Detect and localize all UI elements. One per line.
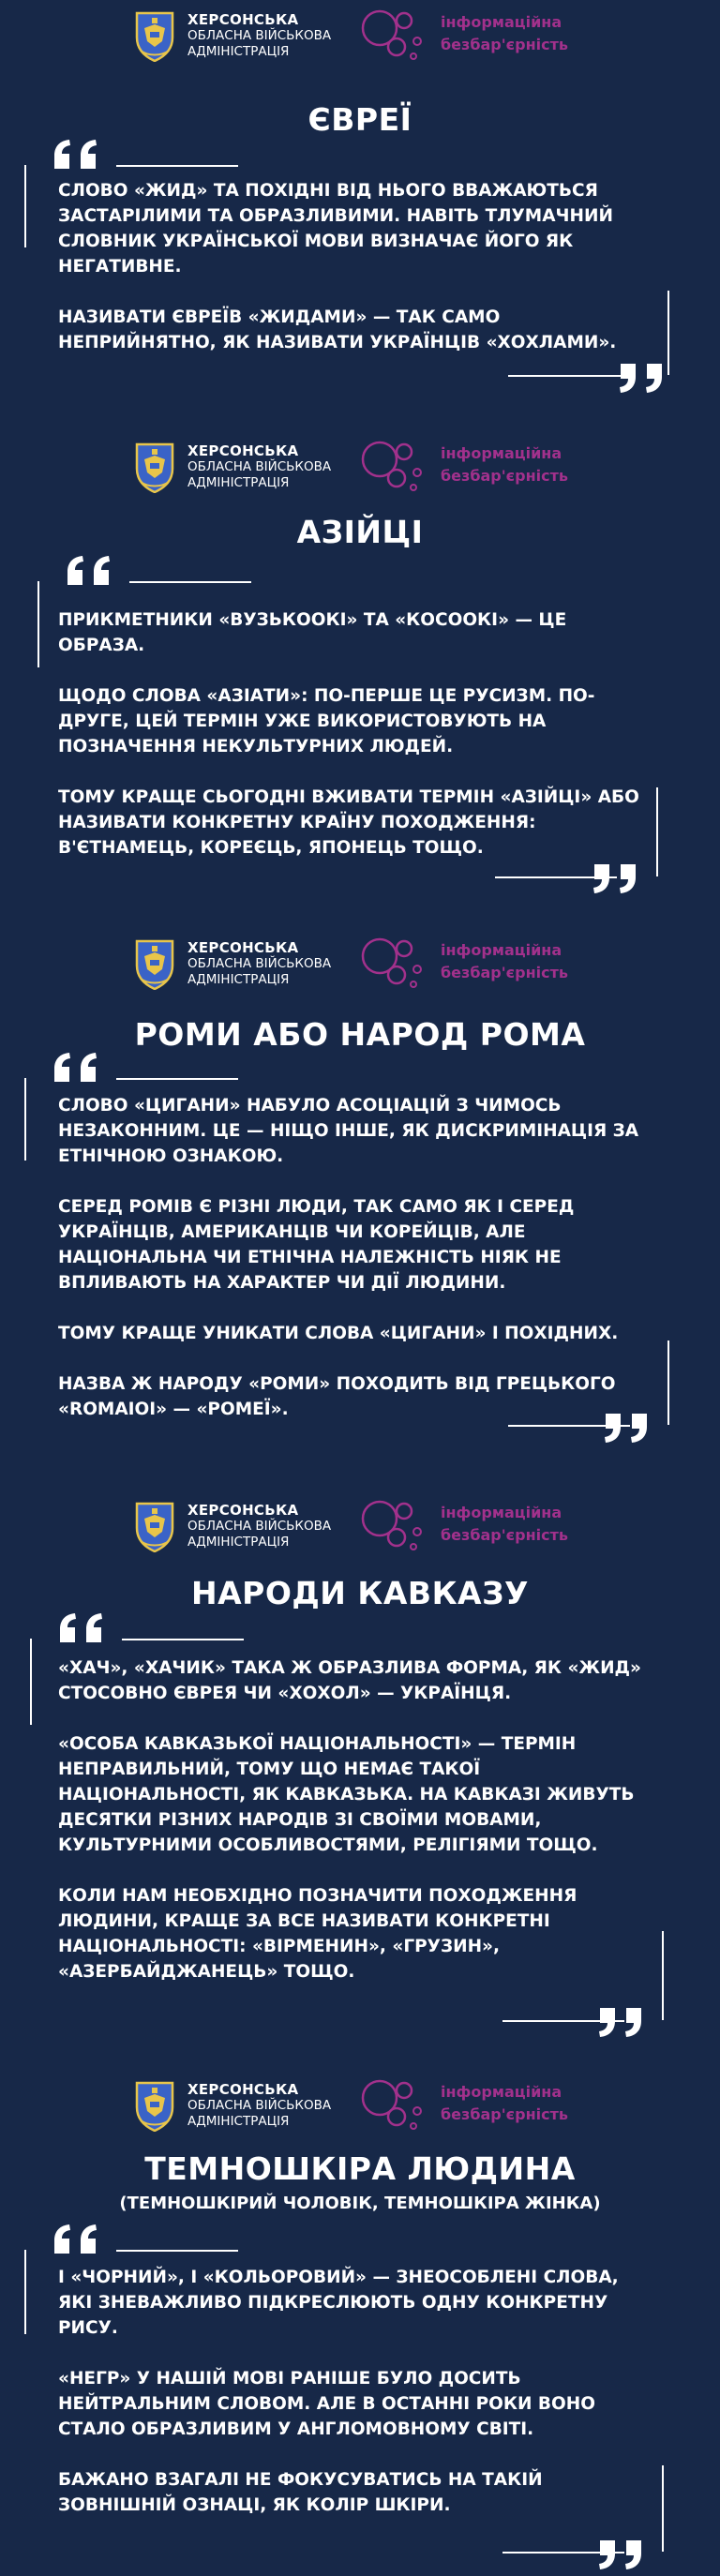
coat-of-arms-icon — [131, 9, 178, 62]
open-quote-icon — [52, 1610, 114, 1648]
coat-of-arms-icon — [131, 441, 178, 493]
org-line2: ОБЛАСНА ВІЙСЬКОВА — [188, 459, 332, 474]
campaign-line1: інформаційна — [441, 2083, 562, 2101]
paragraph: СЛОВО «ЦИГАНИ» НАБУЛО АСОЦІАЦІЙ З ЧИМОСЬ НЕЗАКОННИМ. ЦЕ — НІЩО ІНШЕ, ЯК ДИСКРИМІНАЦІЯ ЗА ЕТНІЧНОЮ ОЗНАКОЮ. — [58, 1096, 639, 1166]
campaign-line1: інформаційна — [441, 1504, 562, 1521]
card-title: ЄВРЕЇ — [308, 101, 412, 138]
org-line1: ХЕРСОНСЬКА — [188, 939, 299, 956]
org-line3: АДМІНІСТРАЦІЯ — [188, 1535, 290, 1550]
campaign-name — [441, 442, 628, 487]
open-quote-icon — [60, 553, 122, 591]
paragraph: ПРИКМЕТНИКИ «ВУЗЬКООКІ» ТА «КОСООКІ» — ЦЕ ОБРАЗА. — [58, 610, 567, 655]
campaign-line2: безбар'єрність — [441, 467, 568, 485]
bracket-top — [129, 581, 251, 583]
org-line1: ХЕРСОНСЬКА — [188, 2081, 299, 2098]
paragraph: КОЛИ НАМ НЕОБХІДНО ПОЗНАЧИТИ ПОХОДЖЕННЯ ЛЮДИНИ, КРАЩЕ ЗА ВСЕ НАЗИВАТИ КОНКРЕТНІ НАЦІОНАЛЬНОСТІ: «ВІРМЕНИН», «ГРУЗИН», «АЗЕРБАЙДЖАНЕЦЬ» ТОЩО. — [58, 1886, 578, 1982]
bracket-right — [656, 787, 658, 876]
bracket-top — [122, 1639, 244, 1640]
paragraph: ТОМУ КРАЩЕ СЬОГОДНІ ВЖИВАТИ ТЕРМІН «АЗІЙЦІ» АБО НАЗИВАТИ КОНКРЕТНУ КРАЇНУ ПОХОДЖЕННЯ: В'ЄТНАМЕЦЬ, КОРЕЄЦЬ, ЯПОНЕЦЬ ТОЩО. — [58, 787, 639, 858]
paragraph: «ХАЧ», «ХАЧИК» ТАКА Ж ОБРАЗЛИВА ФОРМА, ЯК «ЖИД» СТОСОВНО ЄВРЕЯ ЧИ «ХОХОЛ» — УКРАЇНЦЯ. — [58, 1658, 641, 1703]
bracket-left — [38, 581, 39, 667]
paragraph: СЛОВО «ЖИД» ТА ПОХІДНІ ВІД НЬОГО ВВАЖАЮТЬСЯ ЗАСТАРІЛИМИ ТА ОБРАЗЛИВИМИ. НАВІТЬ ТЛУМАЧНИЙ СЛОВНИК УКРАЇНСЬКОЇ МОВИ ВИЗНАЧАЄ ЙОГО ЯК НЕГАТИВНЕ. — [58, 181, 613, 277]
org-line3: АДМІНІСТРАЦІЯ — [188, 44, 290, 59]
card-title: РОМИ АБО НАРОД РОМА — [134, 1016, 586, 1053]
bubbles-logo-icon — [359, 4, 434, 62]
card-body — [58, 607, 658, 861]
card-body — [58, 2265, 658, 2518]
card-roma — [0, 919, 720, 1472]
card-body — [58, 1655, 666, 1984]
paragraph: І «ЧОРНИЙ», І «КОЛЬОРОВИЙ» — ЗНЕОСОБЛЕНІ СЛОВА, ЯКІ ЗНЕВАЖЛИВО ПІДКРЕСЛЮЮТЬ ОДНУ КОНКРЕТНУ РИСУ. — [58, 2268, 619, 2338]
card-asians — [0, 412, 720, 919]
bracket-top — [116, 165, 238, 167]
coat-of-arms-icon — [131, 1500, 178, 1552]
campaign-line2: безбар'єрність — [441, 2105, 568, 2123]
close-quote-icon — [581, 859, 643, 896]
campaign-name — [441, 1502, 628, 1547]
close-quote-icon — [592, 1408, 654, 1445]
bracket-right — [662, 2465, 664, 2552]
paragraph: «НЕГР» У НАШІЙ МОВІ РАНІШЕ БУЛО ДОСИТЬ НЕЙТРАЛЬНИМ СЛОВОМ. АЛЕ В ОСТАННІ РОКИ ВОНО СТАЛО ОБРАЗЛИВИМ У АНГЛОМОВНОМУ СВІТІ. — [58, 2369, 595, 2439]
paragraph: ЩОДО СЛОВА «АЗІАТИ»: ПО-ПЕРШЕ ЦЕ РУСИЗМ. ПО-ДРУГЕ, ЦЕЙ ТЕРМІН УЖЕ ВИКОРИСТОВУЮТЬ НА ПОЗНАЧЕННЯ НЕКУЛЬТУРНИХ ЛЮДЕЙ. — [58, 686, 595, 756]
org-line2: ОБЛАСНА ВІЙСЬКОВА — [188, 956, 332, 971]
campaign-line2: безбар'єрність — [441, 1526, 568, 1544]
paragraph: БАЖАНО ВЗАГАЛІ НЕ ФОКУСУВАТИСЬ НА ТАКІЙ ЗОВНІШНІЙ ОЗНАЦІ, ЯК КОЛІР ШКІРИ. — [58, 2470, 543, 2515]
org-line1: ХЕРСОНСЬКА — [188, 1502, 299, 1519]
header-logos — [0, 1490, 720, 1556]
org-line1: ХЕРСОНСЬКА — [188, 442, 299, 459]
org-line2: ОБЛАСНА ВІЙСЬКОВА — [188, 28, 332, 43]
card-title: ТЕМНОШКІРА ЛЮДИНА — [144, 2150, 576, 2187]
org-line3: АДМІНІСТРАЦІЯ — [188, 2114, 290, 2129]
card-body — [58, 1093, 668, 1422]
org-line3: АДМІНІСТРАЦІЯ — [188, 972, 290, 987]
header-logos — [0, 0, 720, 66]
bracket-left — [24, 1078, 26, 1161]
coat-of-arms-icon — [131, 2079, 178, 2132]
campaign-line2: безбар'єрність — [441, 964, 568, 981]
org-line1: ХЕРСОНСЬКА — [188, 11, 299, 28]
campaign-line1: інформаційна — [441, 444, 562, 462]
close-quote-icon — [587, 2002, 649, 2040]
paragraph: ТОМУ КРАЩЕ УНИКАТИ СЛОВА «ЦИГАНИ» І ПОХІДНИХ. — [58, 1324, 619, 1343]
open-quote-icon — [47, 137, 109, 174]
org-line2: ОБЛАСНА ВІЙСЬКОВА — [188, 1519, 332, 1534]
card-dark-skinned — [0, 2053, 720, 2576]
paragraph: «ОСОБА КАВКАЗЬКОЇ НАЦІОНАЛЬНОСТІ» — ТЕРМІН НЕПРАВИЛЬНИЙ, ТОМУ ЩО НЕМАЄ ТАКОЇ НАЦІОНАЛЬНОСТІ, ЯК КАВКАЗЬКА. НА КАВКАЗІ ЖИВУТЬ ДЕСЯТКИ РІЗНИХ НАРОДІВ ЗІ СВОЇМИ МОВАМИ, КУЛЬТУРНИМИ ОСОБЛИВОСТЯМИ, РЕЛІГІЯМИ ТОЩО. — [58, 1734, 635, 1855]
header-logos — [0, 431, 720, 497]
campaign-line1: інформаційна — [441, 13, 562, 31]
close-quote-icon — [608, 358, 669, 396]
open-quote-icon — [47, 2222, 109, 2259]
bracket-left — [24, 165, 26, 247]
org-line3: АДМІНІСТРАЦІЯ — [188, 475, 290, 490]
campaign-name — [441, 2081, 628, 2126]
bracket-top — [116, 2250, 238, 2252]
header-logos — [0, 928, 720, 994]
header-logos — [0, 2070, 720, 2135]
paragraph: НАЗВА Ж НАРОДУ «РОМИ» ПОХОДИТЬ ВІД ГРЕЦЬКОГО «ROMAIOI» — «РОМЕЇ». — [58, 1374, 616, 1419]
card-title: АЗІЙЦІ — [296, 514, 424, 550]
card-subtitle: (ТЕМНОШКІРИЙ ЧОЛОВІК, ТЕМНОШКІРА ЖІНКА) — [119, 2194, 601, 2213]
bracket-right — [662, 1931, 664, 2020]
campaign-line1: інформаційна — [441, 941, 562, 959]
card-caucasus — [0, 1472, 720, 2053]
bubbles-logo-icon — [359, 1494, 434, 1552]
bubbles-logo-icon — [359, 932, 434, 990]
org-line2: ОБЛАСНА ВІЙСЬКОВА — [188, 2098, 332, 2113]
bracket-right — [668, 1340, 669, 1425]
paragraph: НАЗИВАТИ ЄВРЕЇВ «ЖИДАМИ» — ТАК САМО НЕПРИЙНЯТНО, ЯК НАЗИВАТИ УКРАЇНЦІВ «ХОХЛАМИ». — [58, 307, 617, 352]
org-name — [188, 2081, 375, 2130]
campaign-name — [441, 939, 628, 984]
bracket-left — [30, 1639, 32, 1725]
bracket-left — [24, 2250, 26, 2334]
org-name — [188, 11, 375, 60]
bracket-top — [116, 1078, 238, 1080]
card-title: НАРОДИ КАВКАЗУ — [191, 1575, 529, 1611]
campaign-name — [441, 11, 628, 56]
bubbles-logo-icon — [359, 2074, 434, 2132]
bubbles-logo-icon — [359, 435, 434, 493]
card-jews — [0, 0, 720, 412]
org-name — [188, 442, 375, 491]
org-name — [188, 1502, 375, 1550]
paragraph: СЕРЕД РОМІВ Є РІЗНІ ЛЮДИ, ТАК САМО ЯК І СЕРЕД УКРАЇНЦІВ, АМЕРИКАНЦІВ ЧИ КОРЕЙЦІВ, АЛЕ НАЦІОНАЛЬНА ЧИ ЕТНІЧНА НАЛЕЖНІСТЬ НІЯК НЕ ВПЛИВАЮТЬ НА ХАРАКТЕР ЧИ ДІЇ ЛЮДИНИ. — [58, 1197, 575, 1293]
close-quote-icon — [587, 2535, 649, 2572]
org-name — [188, 939, 375, 988]
campaign-line2: безбар'єрність — [441, 36, 568, 53]
coat-of-arms-icon — [131, 937, 178, 990]
open-quote-icon — [47, 1050, 109, 1087]
card-body — [58, 178, 658, 355]
